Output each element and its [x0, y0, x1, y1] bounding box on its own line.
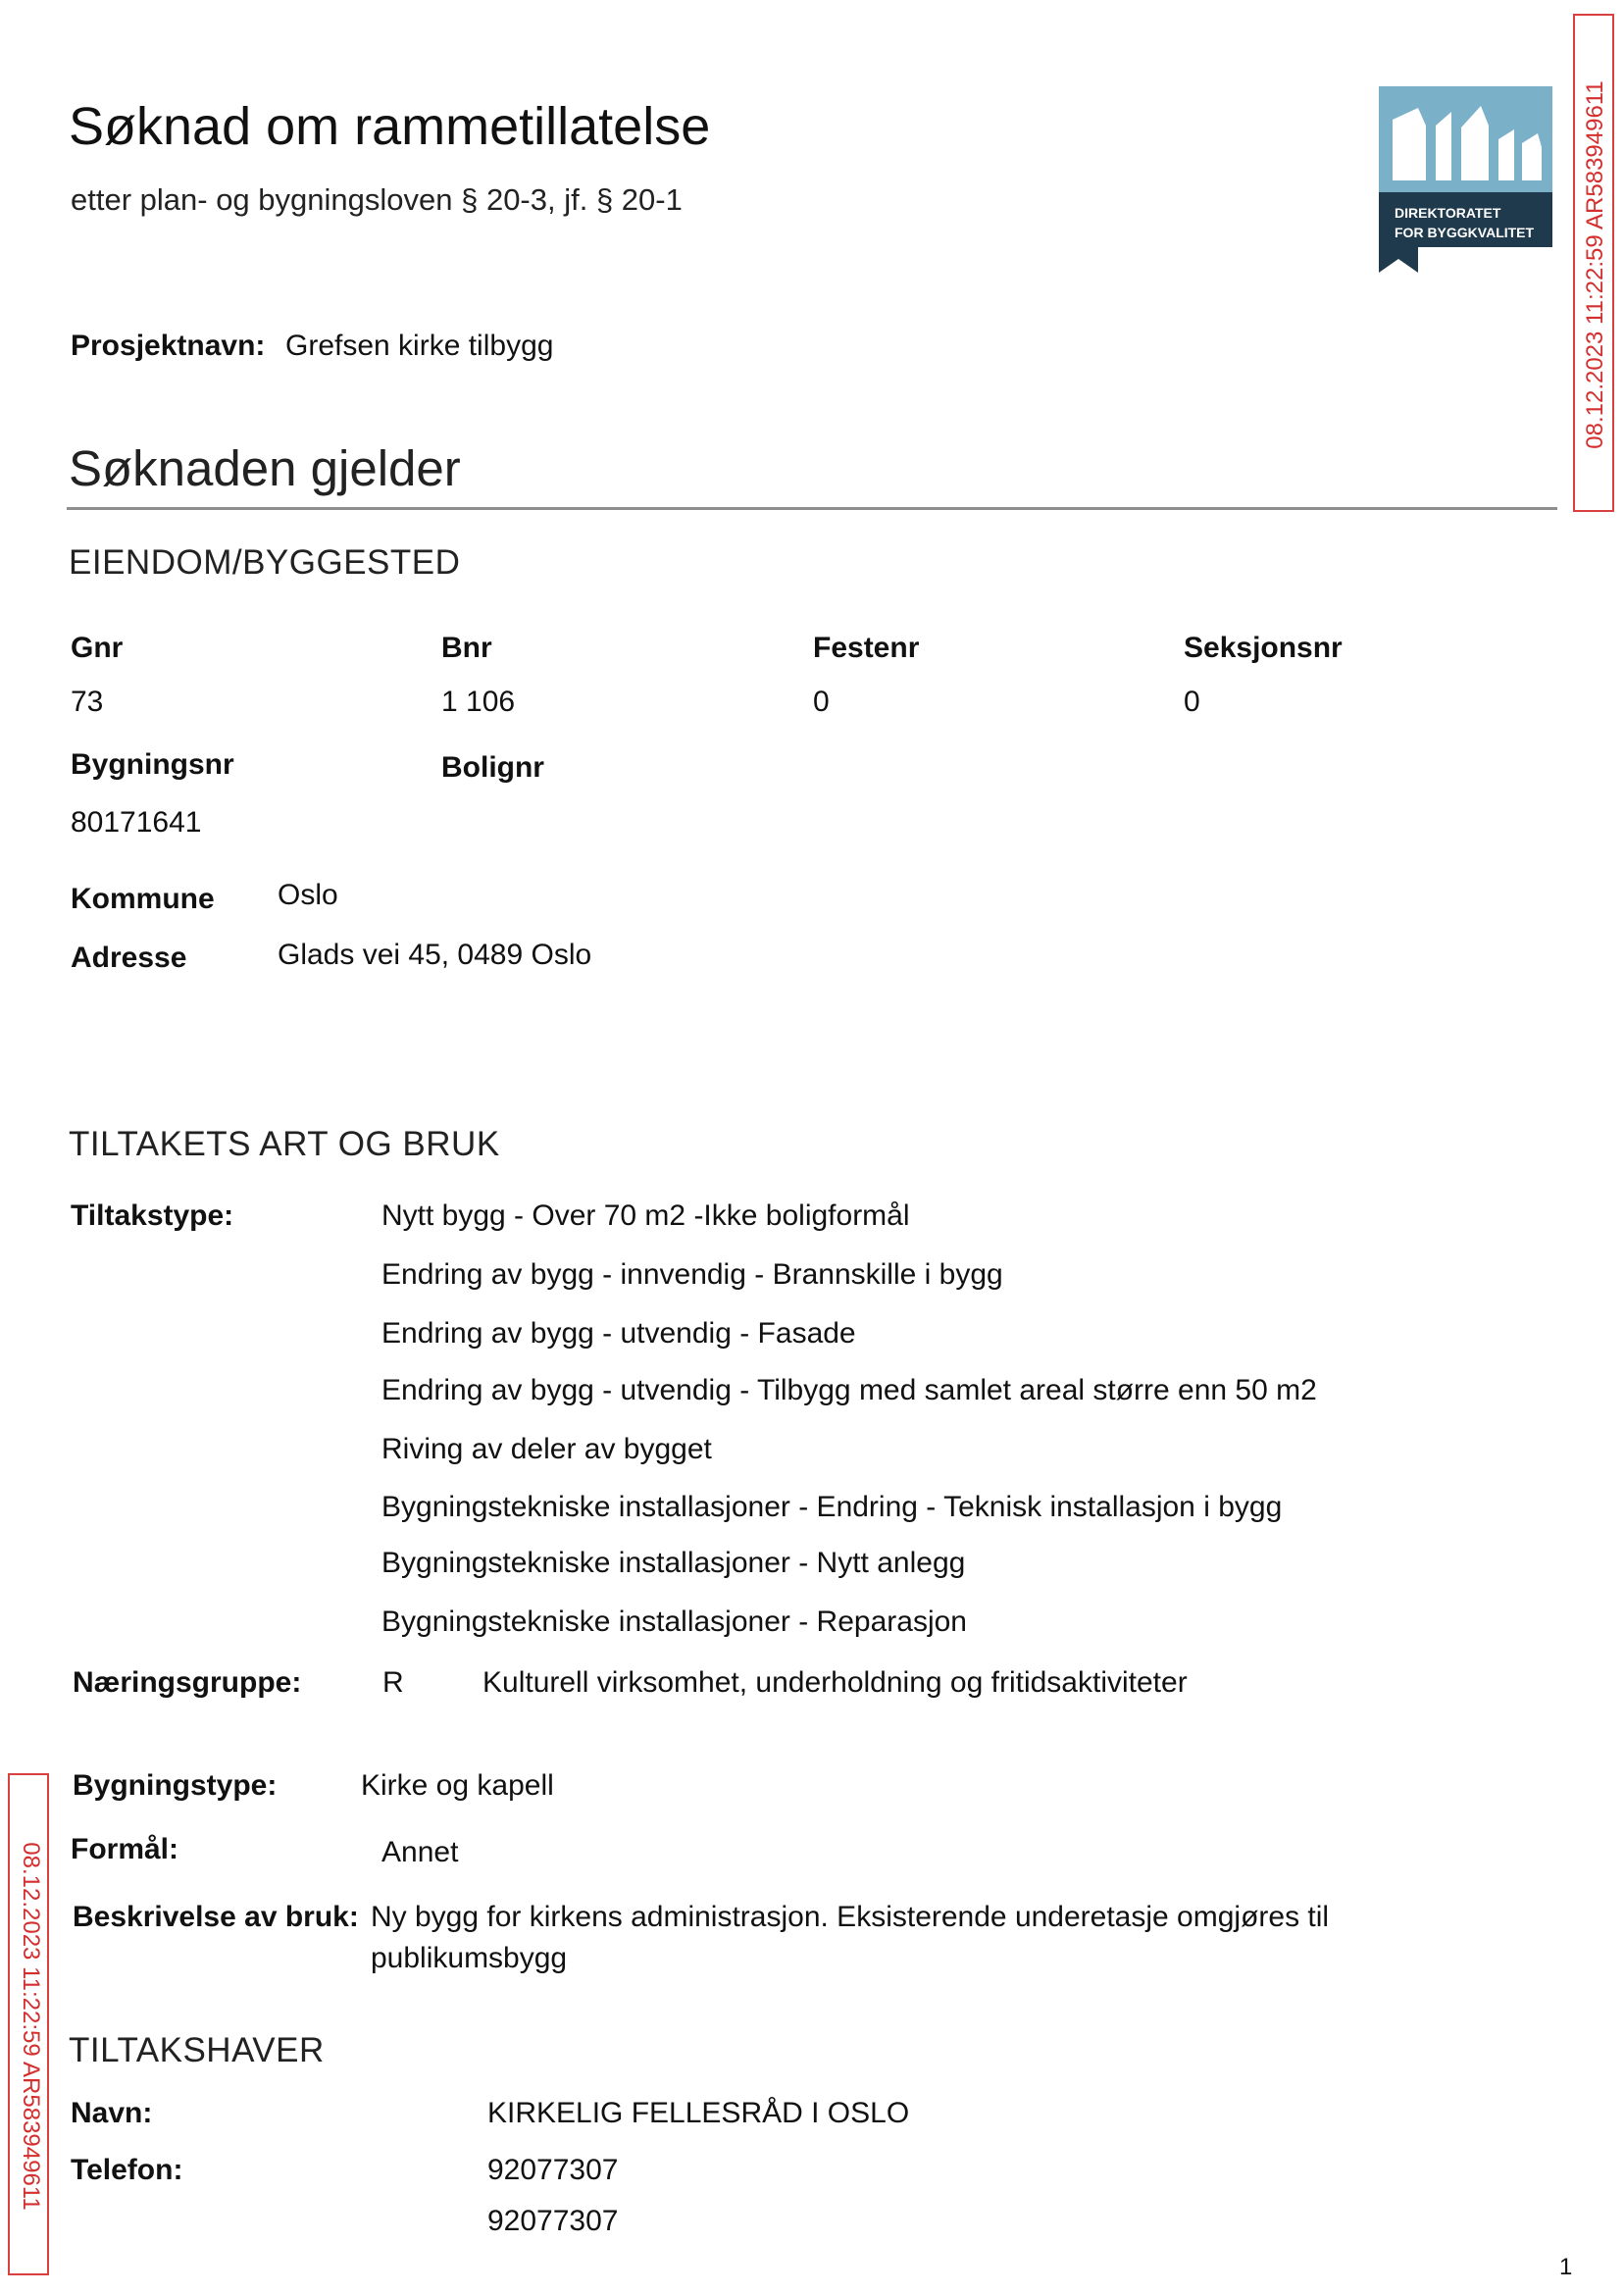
tiltakshaver-heading: TILTAKSHAVER [69, 2031, 325, 2069]
telefon-value: 92077307 [487, 2154, 619, 2186]
tiltak-heading: TILTAKETS ART OG BRUK [69, 1125, 500, 1163]
stamp-text-top: 08.12.2023 11:22:59 AR583949611 [1582, 80, 1608, 449]
project-name-label: Prosjektnavn: [71, 330, 266, 362]
logo-text-line2: FOR BYGGKVALITET [1395, 225, 1535, 240]
bolignr-label: Bolignr [441, 751, 544, 784]
kommune-value: Oslo [278, 879, 338, 911]
project-name-value: Grefsen kirke tilbygg [285, 330, 554, 362]
seksjonsnr-label: Seksjonsnr [1184, 632, 1343, 664]
navn-label: Navn: [71, 2097, 153, 2129]
received-stamp-bottom [8, 1773, 49, 2275]
dibk-logo-graphic [1379, 86, 1552, 273]
beskrivelse-label: Beskrivelse av bruk: [73, 1901, 359, 1933]
section-divider [67, 507, 1557, 510]
page-number: 1 [1559, 2254, 1573, 2280]
naeringsgruppe-label: Næringsgruppe: [73, 1666, 302, 1699]
received-stamp-top [1573, 14, 1614, 512]
formal-value: Annet [381, 1836, 459, 1868]
navn-value: KIRKELIG FELLESRÅD I OSLO [487, 2097, 910, 2129]
tiltakstype-item: Bygningstekniske installasjoner - Nytt anlegg [381, 1547, 966, 1579]
bnr-label: Bnr [441, 632, 492, 664]
telefon-value: 92077307 [487, 2205, 619, 2237]
tiltakstype-item: Endring av bygg - utvendig - Tilbygg med samlet areal større enn 50 m2 [381, 1374, 1317, 1406]
tiltakstype-item: Endring av bygg - utvendig - Fasade [381, 1317, 856, 1350]
tiltakstype-item: Endring av bygg - innvendig - Brannskille i bygg [381, 1258, 1003, 1291]
tiltakstype-item: Bygningstekniske installasjoner - Endring - Teknisk installasjon i bygg [381, 1491, 1283, 1523]
logo-text-line1: DIREKTORATET [1395, 205, 1501, 221]
bygningsnr-label: Bygningsnr [71, 748, 234, 781]
tiltakstype-item: Nytt bygg - Over 70 m2 -Ikke boligformål [381, 1199, 910, 1232]
stamp-text-bottom: 08.12.2023 11:22:59 AR583949611 [18, 1842, 44, 2211]
festenr-label: Festenr [813, 632, 920, 664]
formal-label: Formål: [71, 1833, 179, 1865]
kommune-label: Kommune [71, 883, 215, 915]
beskrivelse-line2: publikumsbygg [371, 1942, 568, 1974]
property-heading: EIENDOM/BYGGESTED [69, 543, 461, 582]
dibk-logo [1379, 86, 1552, 273]
bygningsnr-value: 80171641 [71, 806, 202, 839]
adresse-label: Adresse [71, 942, 187, 974]
adresse-value: Glads vei 45, 0489 Oslo [278, 939, 592, 971]
tiltakstype-item: Riving av deler av bygget [381, 1433, 712, 1465]
festenr-value: 0 [813, 686, 830, 718]
page-title: Søknad om rammetillatelse [69, 97, 711, 156]
beskrivelse-line1: Ny bygg for kirkens administrasjon. Eksisterende underetasje omgjøres til [371, 1901, 1330, 1933]
bnr-value: 1 106 [441, 686, 516, 718]
tiltakstype-label: Tiltakstype: [71, 1199, 234, 1232]
page-subtitle: etter plan- og bygningsloven § 20-3, jf. § 20-1 [71, 182, 683, 217]
telefon-label: Telefon: [71, 2154, 183, 2186]
bygningstype-value: Kirke og kapell [361, 1769, 554, 1802]
naeringsgruppe-code: R [382, 1666, 404, 1699]
section-title: Søknaden gjelder [69, 440, 461, 496]
naeringsgruppe-value: Kulturell virksomhet, underholdning og fritidsaktiviteter [482, 1666, 1188, 1699]
gnr-label: Gnr [71, 632, 124, 664]
gnr-value: 73 [71, 686, 104, 718]
bygningstype-label: Bygningstype: [73, 1769, 278, 1802]
tiltakstype-item: Bygningstekniske installasjoner - Reparasjon [381, 1606, 967, 1638]
seksjonsnr-value: 0 [1184, 686, 1200, 718]
